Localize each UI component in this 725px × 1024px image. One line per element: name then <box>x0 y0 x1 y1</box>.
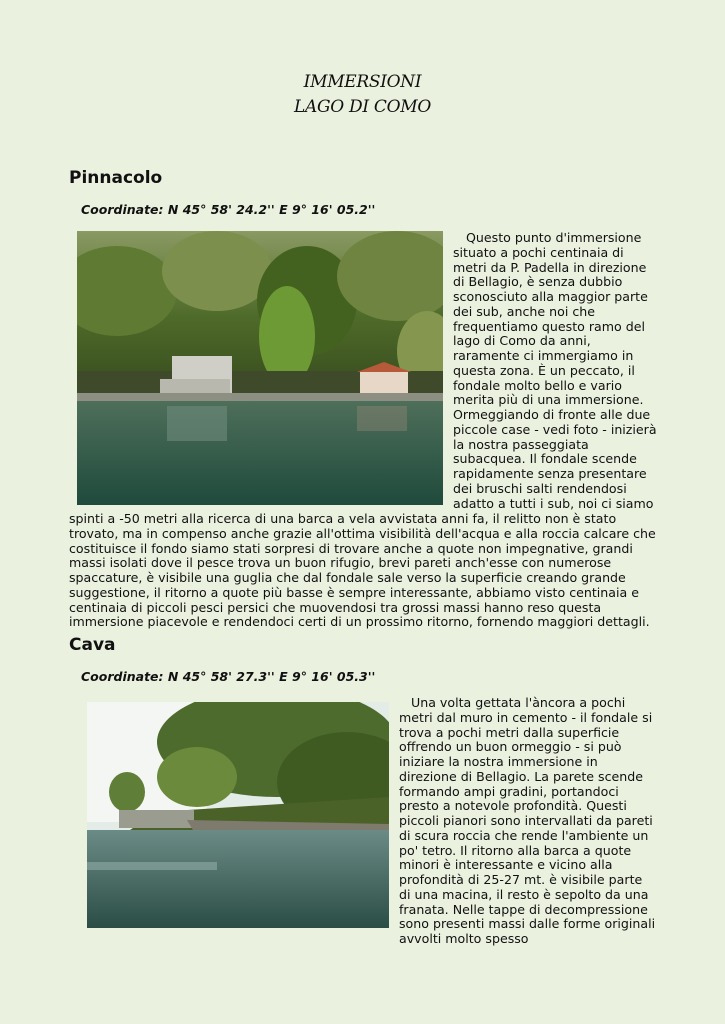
photo-pinnacolo-image <box>77 231 443 505</box>
cava-side-paragraph: Una volta gettata l'àncora a pochi metri dal muro in cemento - il fondale si trova a pochi metri dalla superficie offrendo un buon ormeggio - si può iniziare la nostra immersione in direzione di Bellagio. La parete scende formando ampi gradini, portandoci presto a notevole profondità. Questi piccoli pianori sono intervallati da pareti di scura roccia che rende l'ambiente un po' tetro. Il ritorno alla barca a quote minori è interessante e vicino alla profondità di 25-27 mt. è visibile parte di una macina, il resto è sepolto da una franata. Nelle tappe di decompressione sono presenti massi dalle forme originali avvolti molto spesso <box>399 695 656 946</box>
cava-side-text <box>399 696 657 947</box>
photo-cava <box>87 702 389 928</box>
pinnacolo-side-paragraph: Questo punto d'immersione situato a pochi centinaia di metri da P. Padella in direzione di Bellagio, è senza dubbio sconosciuto alla maggior parte dei sub, anche noi che frequentiamo questo ramo del lago di Como da anni, raramente ci immergiamo in questa zona. È un peccato, il fondale molto bello e vario merita più di una immersione. Ormeggiando di fronte alle due piccole case - vedi foto - inizierà la nostra passeggiata subacquea. Il fondale scende rapidamente senza presentare dei bruschi salti rendendosi adatto a tutti i sub, noi ci siamo <box>453 230 657 511</box>
photo-cava-image <box>87 702 389 928</box>
coordinates-pinnacolo: Coordinate: N 45° 58' 24.2'' E 9° 16' 05.2'' <box>81 202 376 217</box>
document-title <box>0 70 725 120</box>
title-line-2: LAGO DI COMO <box>294 97 431 117</box>
pinnacolo-full-paragraph: spinti a -50 metri alla ricerca di una barca a vela avvistata anni fa, il relitto non è stato trovato, ma in compenso anche grazie all'ottima visibilità dell'acqua e alla roccia calcare che costituisce il fondo siamo stati sorpresi di trovare anche a quote non impegnative, grandi massi isolati dove il pesce trova un buon rifugio, brevi pareti anch'esse con numerose spaccature, è visibile una guglia che dal fondale sale verso la superficie creando grande suggestione, il ritorno a quote più basse è sempre interessante, abbiamo visto centinaia e centinaia di piccoli pesci persici che muovendosi tra grossi massi hanno reso questa immersione piacevole e rendendoci certi di un prossimo ritorno, fornendo maggiori dettagli. <box>69 511 656 630</box>
pinnacolo-full-text <box>69 512 661 630</box>
section-heading-cava: Cava <box>69 635 116 655</box>
title-line-1: IMMERSIONI <box>303 72 422 92</box>
coordinates-cava: Coordinate: N 45° 58' 27.3'' E 9° 16' 05.3'' <box>81 669 376 684</box>
pinnacolo-side-text <box>453 231 658 511</box>
section-heading-pinnacolo: Pinnacolo <box>69 168 163 188</box>
photo-pinnacolo <box>77 231 443 505</box>
